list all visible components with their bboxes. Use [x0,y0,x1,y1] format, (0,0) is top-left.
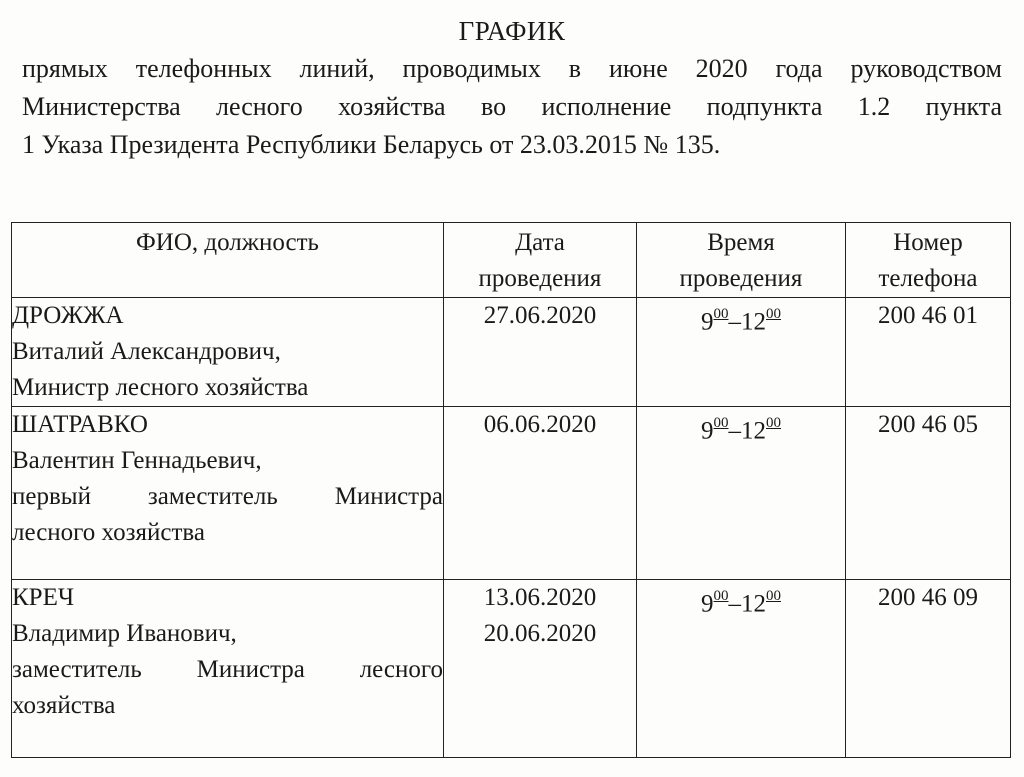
row-3-time [637,580,846,758]
row-3-date-1: 13.06.2020 [483,584,597,611]
row-1-time-end-min: 00 [766,306,781,322]
row-2-date-1: 06.06.2020 [483,411,597,438]
header-time [637,223,846,298]
row-3-time-end: 12 [741,590,766,618]
header-time-line-2: проведения [679,265,803,292]
row-3-time-end-min: 00 [766,588,781,604]
row-1-time-start: 9 [701,308,714,336]
row-1-name [12,298,444,407]
header-name [12,223,444,298]
table-row [12,298,1011,407]
header-name-label: ФИО, должность [136,229,319,256]
subtitle-line-1: прямых телефонных линий, проводимых в июне 2020 года руководством [22,54,1002,83]
subtitle-line-2: Министерства лесного хозяйства во исполнение подпункта 1.2 пункта [22,92,1002,121]
document-subtitle [22,50,1002,164]
row-1-time-end: 12 [741,308,766,336]
row-2-given-names: Валентин Геннадьевич, [12,447,262,474]
header-date-line-2: проведения [478,265,602,292]
table-row [12,407,1011,580]
subtitle-line-3: 1 Указа Президента Республики Беларусь от 23.03.2015 № 135. [22,130,721,159]
row-2-phone: 200 46 05 [846,407,1011,580]
row-1-date-1: 27.06.2020 [483,302,597,329]
row-3-time-start-min: 00 [713,588,729,604]
table-row [12,580,1011,758]
row-3-date [444,580,637,758]
row-1-time-start-min: 00 [713,306,729,322]
row-2-time-end-min: 00 [766,415,781,431]
row-1-surname: ДРОЖЖА [12,302,124,329]
row-2-time-sep: – [728,417,741,445]
row-3-surname: КРЕЧ [12,584,75,611]
row-1-phone: 200 46 01 [846,298,1011,407]
row-1-given-names: Виталий Александрович, [12,338,281,365]
header-date [444,223,637,298]
row-1-time [637,298,846,407]
row-2-time-start-min: 00 [713,415,729,431]
header-phone-line-1: Номер [893,229,963,256]
header-phone [846,223,1011,298]
header-date-line-1: Дата [515,229,565,256]
row-3-time-start: 9 [701,590,714,618]
row-3-given-names: Владимир Иванович, [12,620,237,647]
row-2-time [637,407,846,580]
header-phone-line-2: телефона [878,265,978,292]
row-2-position-line-2: лесного хозяйства [12,519,205,546]
row-1-position: Министр лесного хозяйства [12,374,309,401]
row-1-time-sep: – [728,308,741,336]
row-2-time-end: 12 [741,417,766,445]
row-3-phone: 200 46 09 [846,580,1011,758]
row-3-name [12,580,444,758]
row-3-position-line-1: заместитель Министра лесного [12,656,443,683]
row-3-date-2: 20.06.2020 [483,620,597,647]
table-header-row [12,223,1011,298]
row-2-surname: ШАТРАВКО [12,411,148,438]
row-2-name [12,407,444,580]
row-2-date [444,407,637,580]
header-time-line-1: Время [707,229,775,256]
document-title: ГРАФИК [458,16,566,46]
schedule-table [11,222,1011,758]
row-3-position-line-2: хозяйства [12,692,116,719]
row-1-date [444,298,637,407]
row-3-time-sep: – [728,590,741,618]
row-2-position-line-1: первый заместитель Министра [12,483,443,510]
row-2-time-start: 9 [701,417,714,445]
